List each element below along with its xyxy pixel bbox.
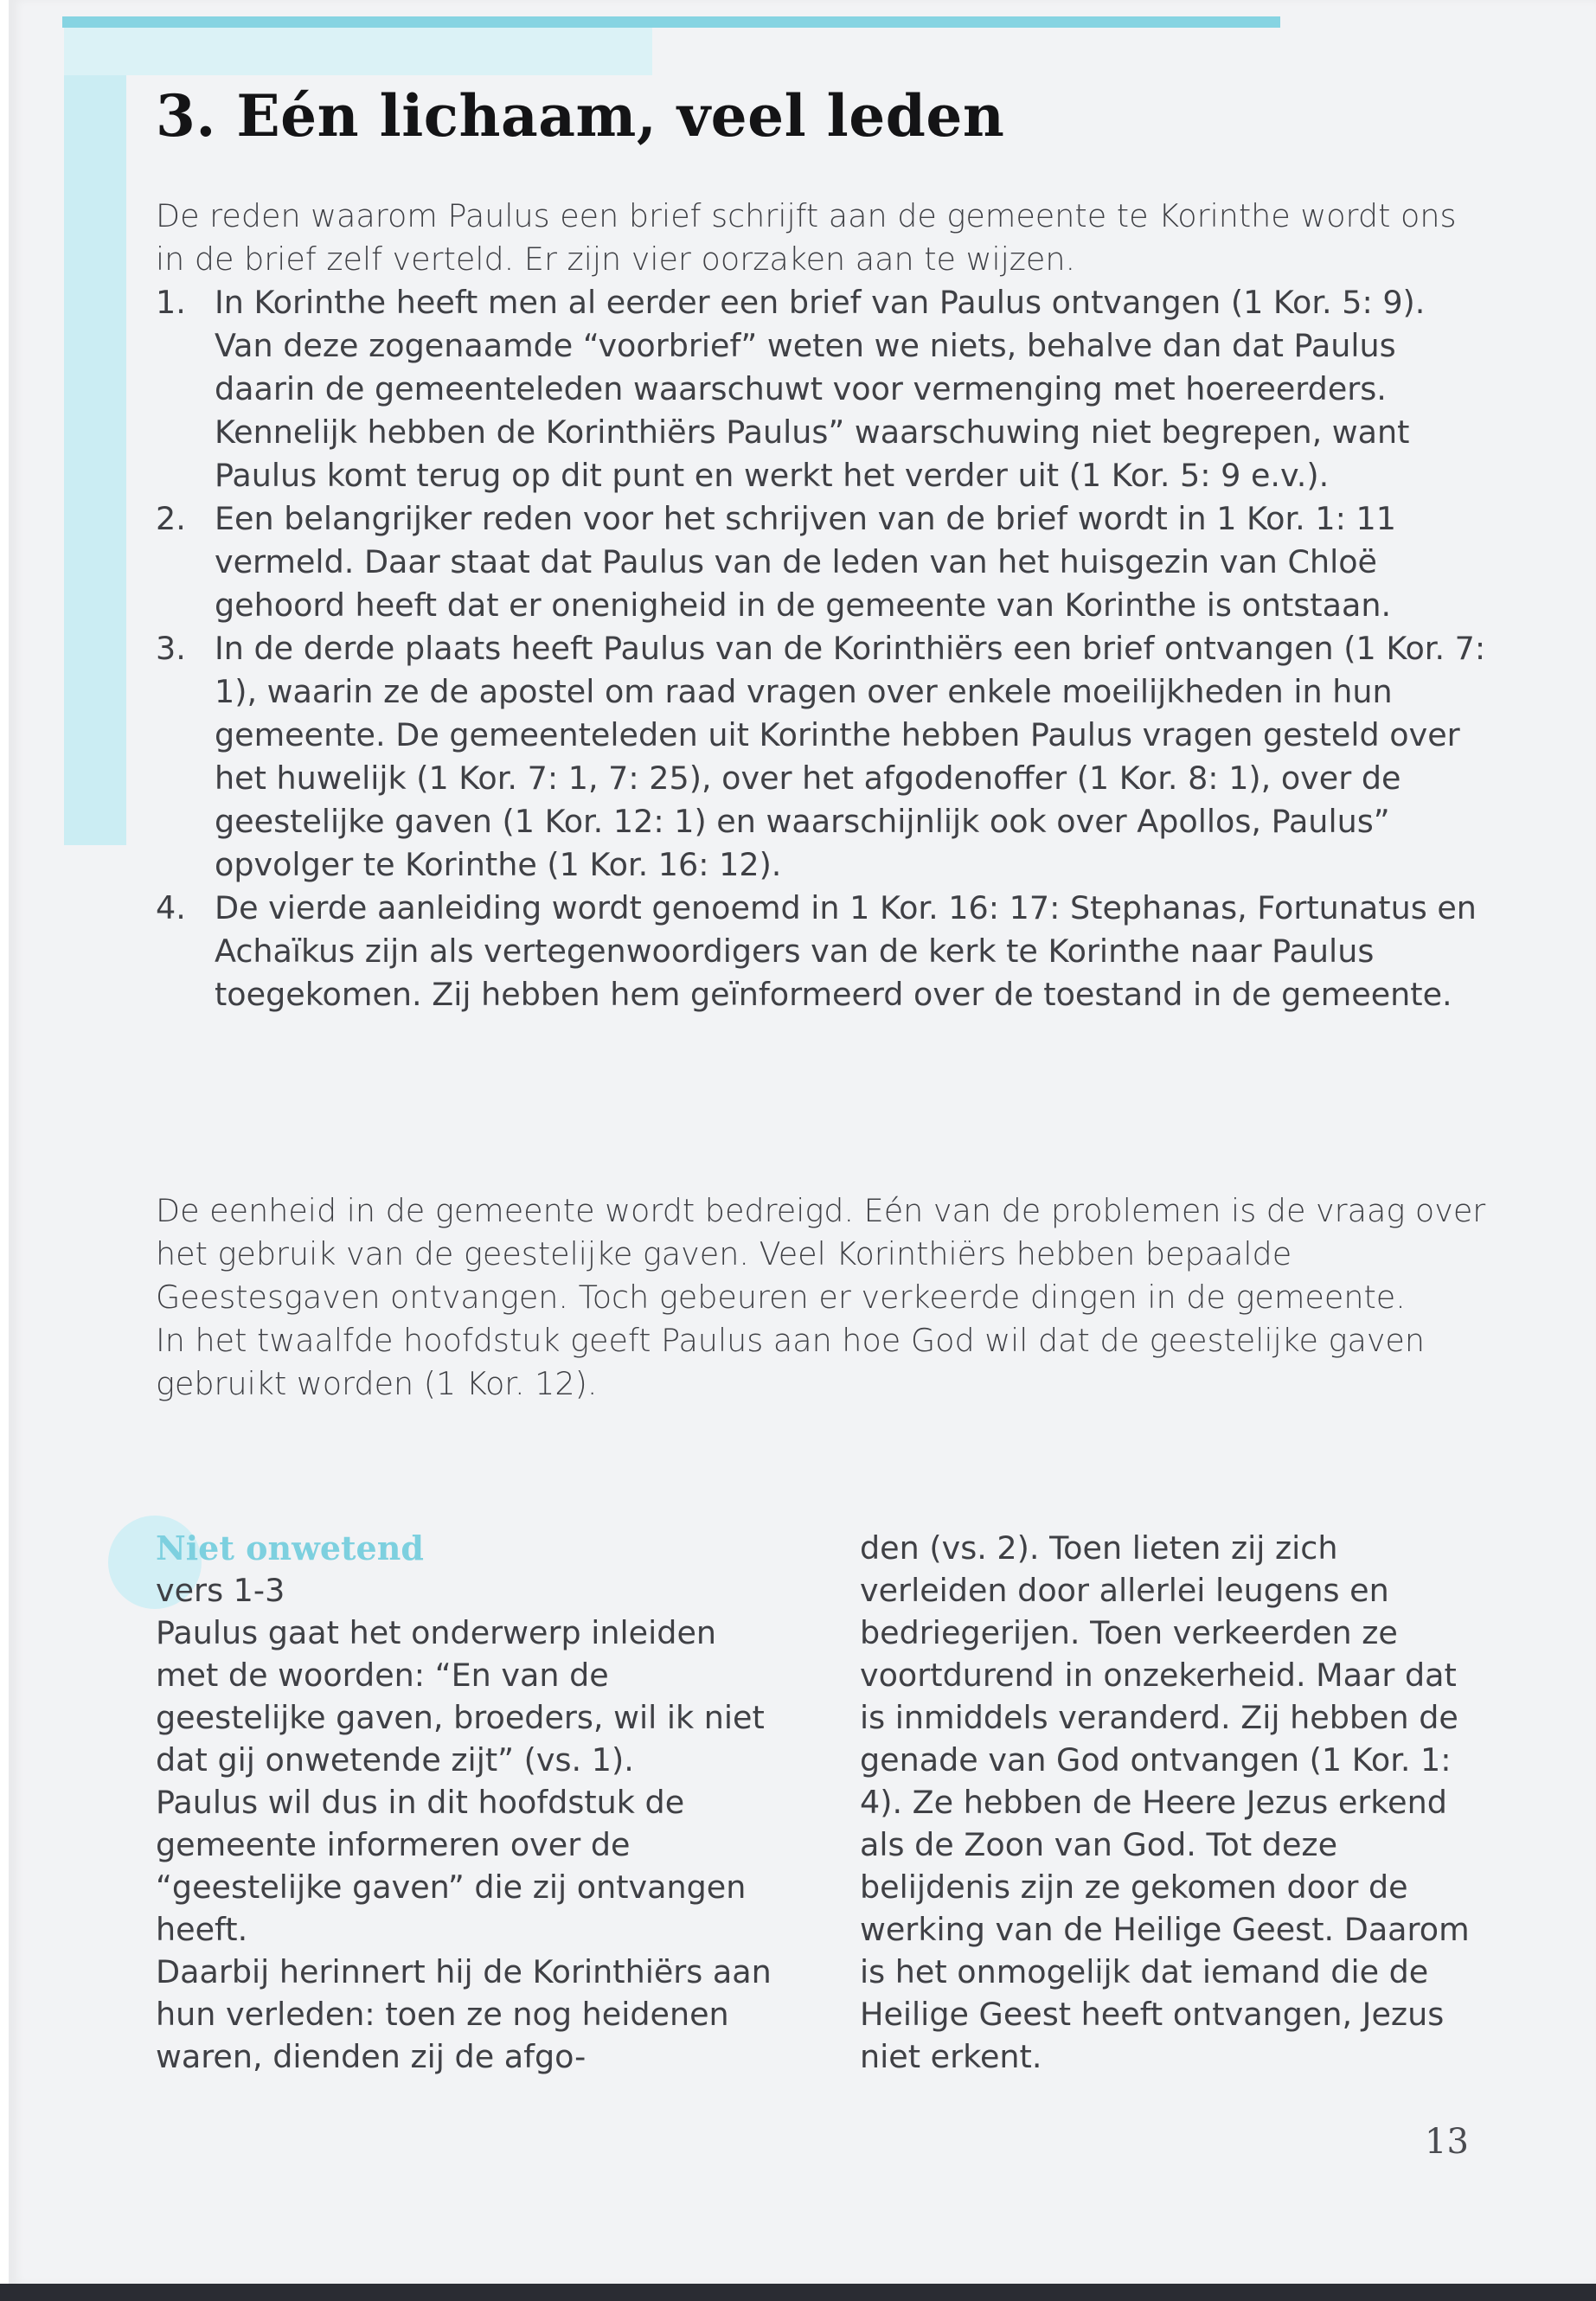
chapter-paragraph: In het twaalfde hoofdstuk geeft Paulus aan hoe God wil dat de geestelijke gaven gebruikt worden (1 Kor. 12). bbox=[156, 1322, 1426, 1402]
reasons-list bbox=[156, 281, 1488, 1016]
right-paragraph: den (vs. 2). Toen lieten zij zich verleiden door allerlei leugens en bedriegerijen. Toen verkeerden ze voortdurend in onzekerheid. Maar dat is inmiddels veranderd. Zij hebben de genade van God ontvangen (1 Kor. 1: 4). Ze hebben de Heere Jezus erkend als de Zoon van God. Tot deze belijdenis zijn ze gekomen door de werking van de Heilige Geest. Daarom is het onmogelijk dat iemand die de Heilige Geest heeft ontvangen, Jezus niet erkent. bbox=[860, 1529, 1470, 2075]
list-item bbox=[156, 281, 1488, 497]
list-item-text: In de derde plaats heeft Paulus van de Korinthiërs een brief ontvangen (1 Kor. 7: 1), waarin ze de apostel om raad vragen over enkele moeilijkheden in hun gemeente. De gemeenteleden uit Korinthe hebben Paulus vragen gesteld over het huwelijk (1 Kor. 7: 1, 7: 25), over het afgodenoffer (1 Kor. 8: 1), over de geestelijke gaven (1 Kor. 12: 1) en waarschijnlijk ook over Apollos, Paulus” opvolger te Korinthe (1 Kor. 16: 12). bbox=[215, 630, 1486, 883]
intro-paragraph: De reden waarom Paulus een brief schrijft aan de gemeente te Korinthe wordt ons in de brief zelf verteld. Er zijn vier oorzaken aan te wijzen. bbox=[156, 197, 1457, 278]
page-left-edge bbox=[0, 0, 9, 2301]
decorative-side-bar bbox=[64, 28, 126, 845]
page-number: 13 bbox=[1425, 2122, 1469, 2162]
unity-paragraph: De eenheid in de gemeente wordt bedreigd. Eén van de problemen is de vraag over het gebruik van de geestelijke gaven. Veel Korinthiërs hebben bepaalde Geestesgaven ontvangen. Toch gebeuren er verkeerde dingen in de gemeente. bbox=[156, 1192, 1486, 1316]
section-heading: Niet onwetend bbox=[156, 1529, 424, 1567]
left-column bbox=[156, 1527, 779, 2078]
list-item-text: In Korinthe heeft men al eerder een brief van Paulus ontvangen (1 Kor. 5: 9). Van deze zogenaamde “voorbrief” weten we niets, behalve dan dat Paulus daarin de gemeenteleden waarschuwt voor vermenging met hoereerders. Kennelijk hebben de Korinthiërs Paulus” waarschuwing niet begrepen, want Paulus komt terug op dit punt en werkt het verder uit (1 Kor. 5: 9 e.v.). bbox=[215, 284, 1426, 494]
title-background bbox=[64, 28, 652, 75]
list-item-number: 2. bbox=[156, 500, 186, 537]
list-item-number: 4. bbox=[156, 889, 186, 926]
list-item-number: 1. bbox=[156, 284, 186, 321]
unity-block bbox=[156, 1189, 1488, 1406]
list-item bbox=[156, 497, 1488, 627]
left-paragraph-1: Paulus gaat het onderwerp inleiden met de woorden: “En van de geestelijke gaven, broeders, wil ik niet dat gij onwetende zijt” (vs. 1). bbox=[156, 1614, 765, 1779]
left-paragraph-3: Daarbij herinnert hij de Korinthiërs aan hun verleden: toen ze nog heidenen waren, dienden zij de afgo- bbox=[156, 1953, 772, 2075]
list-item-number: 3. bbox=[156, 630, 186, 667]
list-item-text: De vierde aanleiding wordt genoemd in 1 Kor. 16: 17: Stephanas, Fortunatus en Achaïkus zijn als vertegenwoordigers van de kerk te Korinthe naar Paulus toegekomen. Zij hebben hem geïnformeerd over de toestand in de gemeente. bbox=[215, 889, 1477, 1013]
section-verses: vers 1-3 bbox=[156, 1572, 285, 1609]
left-paragraph-2: Paulus wil dus in dit hoofdstuk de gemeente informeren over de “geestelijke gaven” die zij ontvangen heeft. bbox=[156, 1784, 747, 1948]
list-item bbox=[156, 887, 1488, 1016]
list-item bbox=[156, 627, 1488, 887]
right-column bbox=[860, 1527, 1483, 2078]
chapter-title: 3. Eén lichaam, veel leden bbox=[156, 82, 1005, 150]
page-bottom-edge bbox=[0, 2284, 1596, 2301]
list-item-text: Een belangrijker reden voor het schrijven van de brief wordt in 1 Kor. 1: 11 vermeld. Daar staat dat Paulus van de leden van het huisgezin van Chloë gehoord heeft dat er onenigheid in de gemeente van Korinthe is ontstaan. bbox=[215, 500, 1396, 624]
decorative-top-bar bbox=[62, 16, 1280, 28]
